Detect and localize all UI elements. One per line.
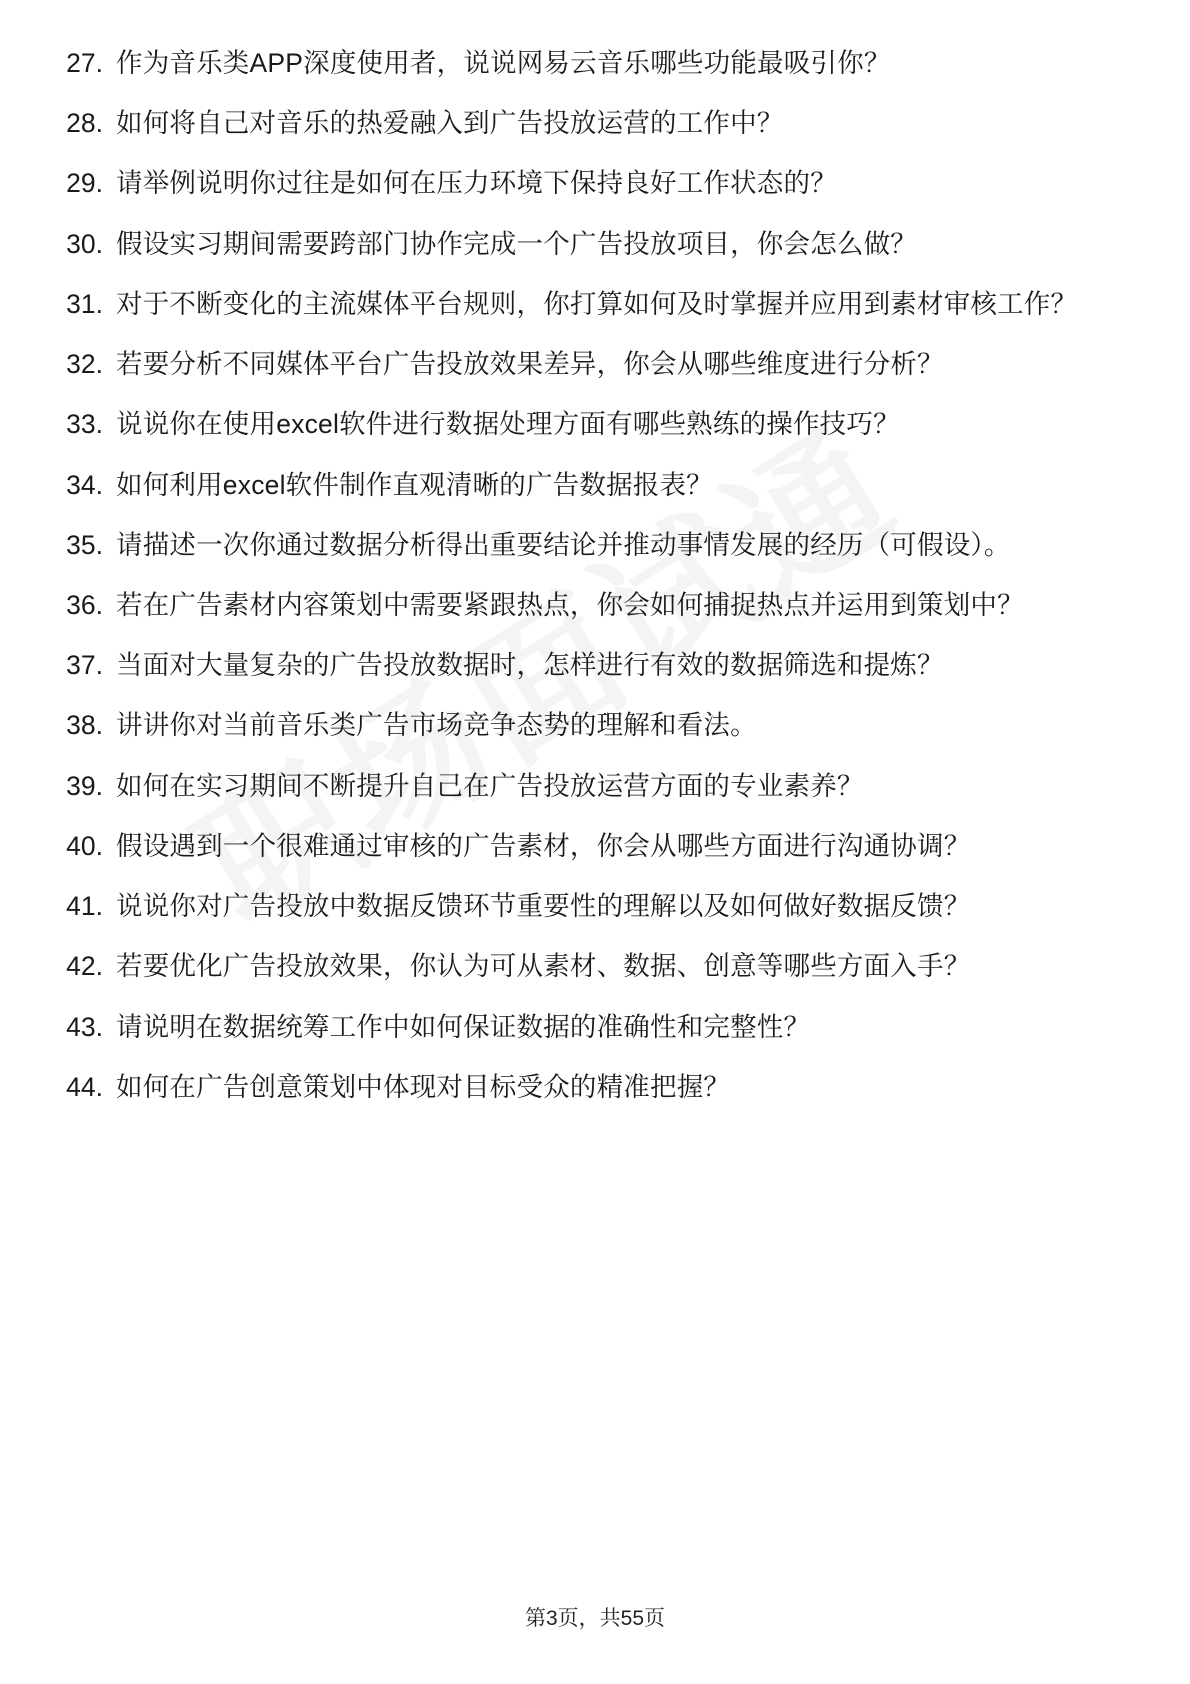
list-item [48,164,1098,203]
question-text: 如何在广告创意策划中体现对目标受众的精准把握？ [116,1071,731,1102]
question-text: 假设实习期间需要跨部门协作完成一个广告投放项目，你会怎么做？ [116,228,917,259]
question-number: 27. [66,48,103,78]
question-list [48,44,1098,1107]
list-item [48,586,1098,625]
list-item [48,646,1098,685]
question-number: 42. [66,951,103,982]
question-text: 请说明在数据统筹工作中如何保证数据的准确性和完整性？ [116,1011,811,1042]
question-text: 当面对大量复杂的广告投放数据时，怎样进行有效的数据筛选和提炼？ [116,650,944,681]
question-text: 讲讲你对当前音乐类广告市场竞争态势的理解和看法。 [116,710,757,741]
question-text: 作为音乐类APP深度使用者，说说网易云音乐哪些功能最吸引你？ [116,48,891,78]
question-number: 31. [66,288,103,319]
list-item [48,887,1098,926]
question-number: 37. [66,650,103,681]
question-number: 30. [66,228,103,259]
question-number: 43. [66,1011,103,1042]
list-item [48,1008,1098,1047]
list-item [48,405,1098,444]
list-item [48,947,1098,986]
list-item [48,104,1098,143]
question-text: 若要分析不同媒体平台广告投放效果差异，你会从哪些维度进行分析？ [116,349,944,380]
question-text: 说说你在使用excel软件进行数据处理方面有哪些熟练的操作技巧？ [116,409,900,440]
question-text: 如何将自己对音乐的热爱融入到广告投放运营的工作中？ [116,108,784,139]
question-number: 39. [66,770,103,801]
list-item [48,706,1098,745]
list-item [48,1068,1098,1107]
list-item [48,466,1098,505]
question-text: 若要优化广告投放效果，你认为可从素材、数据、创意等哪些方面入手？ [116,951,971,982]
question-text: 如何在实习期间不断提升自己在广告投放运营方面的专业素养？ [116,770,864,801]
question-number: 32. [66,349,103,380]
question-number: 34. [66,469,103,500]
question-number: 38. [66,710,103,741]
question-text: 如何利用excel软件制作直观清晰的广告数据报表？ [116,469,713,500]
question-number: 33. [66,409,103,440]
list-item [48,44,1098,83]
page-footer: 第3页，共55页 [524,1607,666,1630]
question-text: 对于不断变化的主流媒体平台规则，你打算如何及时掌握并应用到素材审核工作？ [116,288,1078,319]
list-item [48,827,1098,866]
list-item [48,767,1098,806]
question-text: 请举例说明你过往是如何在压力环境下保持良好工作状态的？ [116,168,837,199]
question-number: 41. [66,891,103,922]
question-number: 29. [66,168,103,199]
question-number: 36. [66,589,103,620]
question-number: 44. [66,1071,103,1102]
question-text: 说说你对广告投放中数据反馈环节重要性的理解以及如何做好数据反馈？ [116,891,971,922]
list-item [48,225,1098,264]
list-item [48,285,1098,324]
list-item [48,526,1098,565]
question-number: 28. [66,108,103,139]
question-text: 若在广告素材内容策划中需要紧跟热点，你会如何捕捉热点并运用到策划中？ [116,589,1024,620]
list-item [48,345,1098,384]
question-text: 假设遇到一个很难通过审核的广告素材，你会从哪些方面进行沟通协调？ [116,830,971,861]
question-number: 40. [66,830,103,861]
question-number: 35. [66,529,103,560]
question-text: 请描述一次你通过数据分析得出重要结论并推动事情发展的经历（可假设）。 [116,529,1011,560]
